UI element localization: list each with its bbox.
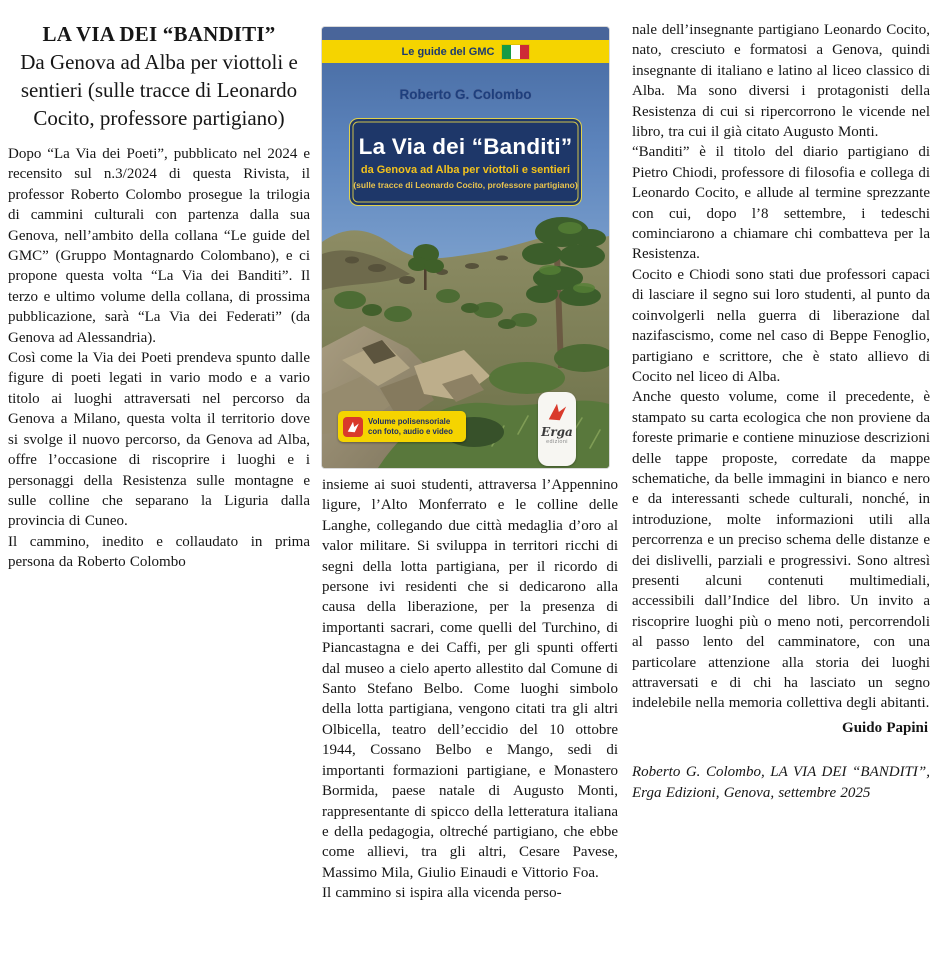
article-column-3	[632, 20, 930, 803]
author-signature: Guido Papini	[842, 719, 928, 736]
article-paragraph: Anche questo volume, come il precedente, è stampato su carta ecologica che non proviene da foreste primarie e contiene minuziose descrizioni delle tappe proposte, corredate da mappe schematiche, da belle immagini in bianco e nero e da interessanti schede culturali, nonché, in introduzione, molte informazioni utili alla percorrenza e un preciso schema delle distanze e dei dislivelli, parziali e progressivi. Sono altresì presenti alcuni contenuti multimediali, accessibili dall’Indice del libro. Un invito a riscoprire luoghi più o meno noti, percorrendoli al passo lento del camminatore, con una particolare attenzione alla storia dei luoghi attraversati e di chi ha lasciato un segno indelebile nella memoria collettiva degli abitanti.	[632, 389, 930, 712]
cover-subtitle: da Genova ad Alba per viottoli e sentieri	[360, 164, 571, 176]
book-cover-image	[322, 27, 609, 468]
column-1-text	[8, 144, 310, 573]
article-column-2	[322, 27, 618, 904]
italian-flag-icon	[502, 45, 529, 59]
series-label: Le guide del GMC	[401, 45, 495, 58]
publisher-logo	[538, 392, 576, 466]
erga-bird-icon	[546, 401, 568, 423]
publisher-name: Erga	[541, 425, 573, 439]
article-paragraph: Il cammino si ispira alla vicenda perso-	[322, 885, 562, 902]
article-column-1	[8, 20, 310, 573]
badge-line-2: con foto, audio e video	[368, 426, 453, 436]
book-citation: Roberto G. Colombo, LA VIA DEI “BANDITI”, Erga Edizioni, Genova, settembre 2025	[632, 764, 930, 801]
article-paragraph: Dopo “La Via dei Poeti”, pubblicato nel 2024 e recensito sul n.3/2024 di questa Rivista, il professor Roberto Colombo prosegue la trilogia di cammini culturali con partenza dalla sua Genova, nell’ambito della collana “Le guide del GMC” (Gruppo Montagnardo Colombano), e ci propone questa volta “La Via dei Banditi”. Il terzo e ultimo volume della collana, di prossima pubblicazione, sarà “La Via dei Federati” (da Genova ad Alessandria).	[8, 146, 310, 346]
cover-tagline: (sulle tracce di Leonardo Cocito, professore partigiano)	[353, 180, 578, 190]
cover-top-strip	[322, 27, 609, 40]
article-subtitle: Da Genova ad Alba per viottoli e sentieri (sulle tracce di Leonardo Cocito, professore partigiano)	[20, 50, 298, 130]
article-paragraph: nale dell’insegnante partigiano Leonardo Cocito, nato, cresciuto e formatosi a Genova, quindi insegnante di italiano e latino al liceo classico di Alba. Ma sono diversi i protagonisti della Resistenza di cui si ripercorrono le vicende nel libro, tra cui il già citato Augusto Monti.	[632, 22, 930, 141]
badge-line-1: Volume polisensoriale	[368, 417, 451, 426]
article-paragraph: Il cammino, inedito e collaudato in prima persona da Roberto Colombo	[8, 533, 310, 571]
multimedia-badge	[338, 411, 466, 442]
article-paragraph: Cocito e Chiodi sono stati due professori capaci di lasciare il segno sui loro studenti, al punto da coinvolgerli nella guerra di liberazione dal nazifascismo, come nel caso di Beppe Fenoglio, partigiano e scrittore, che è stato allievo di Cocito nel liceo di Alba.	[632, 266, 930, 385]
article-paragraph: insieme ai suoi studenti, attraversa l’Appennino ligure, l’Alto Monferrato e le colline delle Langhe, collegando due città medaglia d’oro al valor militare. Si sviluppa in territori ricchi di segni della lotta partigiana, per il ricordo di persone ivi residenti che si dedicarono alla causa della liberazione, per la presenza di importanti sacrari, come quelli del Turchino, di Piancastagna e dei Caffi, per gli spunti offerti dal museo a cielo aperto allestito dal Comune di Santo Stefano Belbo. Come luoghi simbolo della lotta partigiana, vengono citati tra gli altri Olbicella, teatro dell’eccidio del 10 ottobre 1944, Cossano Belbo e Mango, sedi di importanti formazioni partigiane, e Monastero Bormida, paese natale di Augusto Monti, rappresentante di spicco della letteratura italiana e della pedagogia, oltreché partigiano, che ebbe come allievi, tra gli altri, Cesare Pavese, Massimo Mila, Giulio Einaudi e Vittorio Foa.	[322, 477, 618, 881]
article-paragraph: Così come la Via dei Poeti prendeva spunto dalle figure di poeti legati in vario modo e a vario titolo ai luoghi attraversati nel percorso da Genova a Milano, questa volta il territorio dove si svolge il nuovo percorso, da Genova ad Alba, offre l’occasione di riscoprire i luoghi e i personaggi della Resistenza sulle montagne e sulle colline che separano la Liguria dalla provincia di Cuneo.	[8, 350, 310, 530]
article-paragraph: “Banditi” è il titolo del diario partigiano di Pietro Chiodi, professore di filosofia e collega di Leonardo Cocito, e allude al termine sprezzante con cui, dopo l’8 settembre, i tedeschi cominciarono a chiamare chi combatteva per la Resistenza.	[632, 144, 930, 263]
erga-bird-icon	[343, 417, 363, 437]
cover-series-band	[322, 40, 609, 63]
multimedia-badge-text	[368, 417, 453, 436]
publisher-type: edizioni	[546, 439, 568, 445]
column-2-text	[322, 475, 618, 904]
article-title: LA VIA DEI “BANDITI”	[42, 22, 276, 46]
cover-author: Roberto G. Colombo	[399, 87, 532, 102]
cover-title: La Via dei “Banditi”	[358, 134, 573, 159]
column-3-text	[632, 20, 930, 803]
cover-title-panel	[349, 118, 582, 206]
